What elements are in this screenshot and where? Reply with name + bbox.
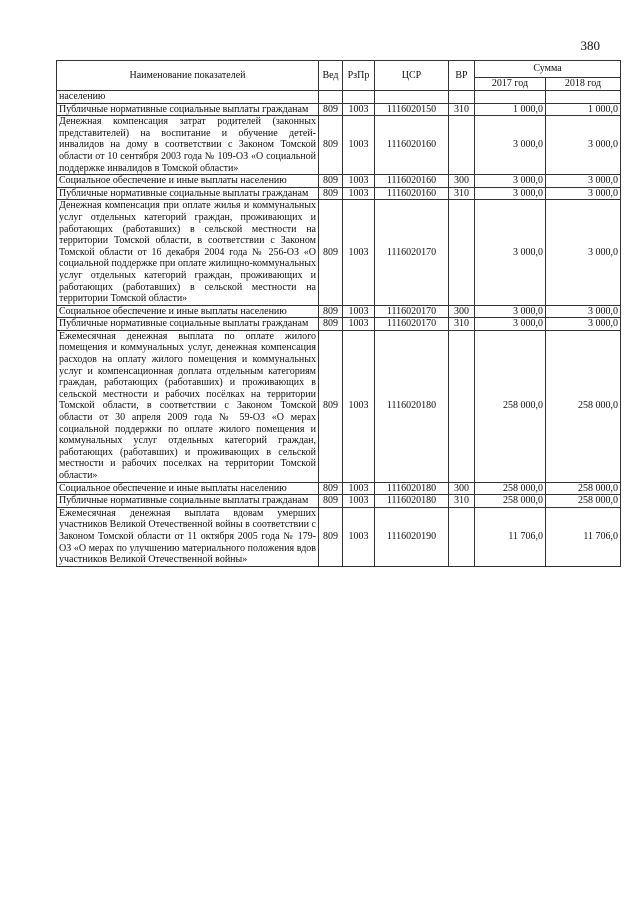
cell-csr: 1116020180 xyxy=(375,482,449,495)
cell-csr: 1116020160 xyxy=(375,175,449,188)
cell-ved: 809 xyxy=(319,200,343,305)
cell-rzpr: 1003 xyxy=(343,187,375,200)
header-vr: ВР xyxy=(449,61,475,91)
header-csr: ЦСР xyxy=(375,61,449,91)
cell-sum-2017: 258 000,0 xyxy=(475,495,546,508)
budget-table xyxy=(56,60,621,567)
cell-ved: 809 xyxy=(319,175,343,188)
table-row xyxy=(57,305,621,318)
cell-name: населению xyxy=(57,91,319,104)
cell-csr: 1116020170 xyxy=(375,305,449,318)
cell-sum-2018: 11 706,0 xyxy=(546,507,621,566)
cell-ved: 809 xyxy=(319,318,343,331)
cell-vr xyxy=(449,116,475,175)
cell-name: Социальное обеспечение и иные выплаты населению xyxy=(57,305,319,318)
cell-ved: 809 xyxy=(319,116,343,175)
cell-name: Денежная компенсация при оплате жилья и коммунальных услуг отдельных категорий граждан, проживающих и работающих (работавших) в сельской местности на территории Томской области, в соответствии с Законом Томской области от 16 декабря 2004 года № 256-ОЗ «О социальной поддержке при оплате жилищно-коммунальных услуг отдельных категорий граждан, проживающих и работающих (работавших) в сельской местности на территории Томской области» xyxy=(57,200,319,305)
cell-sum-2018: 3 000,0 xyxy=(546,116,621,175)
cell-sum-2018: 3 000,0 xyxy=(546,305,621,318)
table-body xyxy=(57,91,621,567)
cell-sum-2018: 258 000,0 xyxy=(546,495,621,508)
cell-name: Публичные нормативные социальные выплаты гражданам xyxy=(57,495,319,508)
cell-sum-2017: 258 000,0 xyxy=(475,330,546,482)
cell-rzpr: 1003 xyxy=(343,305,375,318)
cell-vr: 300 xyxy=(449,305,475,318)
cell-vr: 300 xyxy=(449,482,475,495)
cell-sum-2017: 3 000,0 xyxy=(475,318,546,331)
table-row xyxy=(57,330,621,482)
cell-sum-2018: 258 000,0 xyxy=(546,330,621,482)
table-row xyxy=(57,116,621,175)
cell-sum-2018: 3 000,0 xyxy=(546,200,621,305)
table-row xyxy=(57,507,621,566)
cell-name: Денежная компенсация затрат родителей (законных представителей) на воспитание и обучение детей-инвалидов на дому в соответствии с Законом Томской области от 10 сентября 2003 года № 109-ОЗ «О социальной поддержке инвалидов в Томской области» xyxy=(57,116,319,175)
cell-sum-2018: 1 000,0 xyxy=(546,103,621,116)
cell-name: Ежемесячная денежная выплата вдовам умерших участников Великой Отечественной войны в соответствии с Законом Томской области от 11 октября 2005 года № 179-ОЗ «О мерах по улучшению материального положения вдов участников Великой Отечественной войны» xyxy=(57,507,319,566)
cell-vr xyxy=(449,330,475,482)
cell-rzpr: 1003 xyxy=(343,116,375,175)
table-row xyxy=(57,103,621,116)
cell-vr xyxy=(449,91,475,104)
cell-rzpr: 1003 xyxy=(343,200,375,305)
header-year-2018: 2018 год xyxy=(546,78,621,91)
cell-ved: 809 xyxy=(319,187,343,200)
cell-vr xyxy=(449,507,475,566)
cell-vr xyxy=(449,200,475,305)
table-row xyxy=(57,318,621,331)
cell-sum-2018 xyxy=(546,91,621,104)
cell-sum-2017: 3 000,0 xyxy=(475,200,546,305)
cell-rzpr: 1003 xyxy=(343,103,375,116)
cell-ved: 809 xyxy=(319,495,343,508)
table-row xyxy=(57,482,621,495)
cell-rzpr: 1003 xyxy=(343,495,375,508)
cell-csr: 1116020180 xyxy=(375,495,449,508)
cell-rzpr: 1003 xyxy=(343,175,375,188)
cell-vr: 310 xyxy=(449,318,475,331)
cell-rzpr: 1003 xyxy=(343,330,375,482)
page-number: 380 xyxy=(580,38,600,53)
cell-sum-2017: 1 000,0 xyxy=(475,103,546,116)
cell-ved: 809 xyxy=(319,482,343,495)
cell-rzpr: 1003 xyxy=(343,507,375,566)
cell-csr: 1116020160 xyxy=(375,187,449,200)
cell-sum-2018: 258 000,0 xyxy=(546,482,621,495)
cell-sum-2017: 3 000,0 xyxy=(475,187,546,200)
cell-rzpr xyxy=(343,91,375,104)
cell-name: Социальное обеспечение и иные выплаты населению xyxy=(57,175,319,188)
cell-csr: 1116020170 xyxy=(375,318,449,331)
cell-name: Ежемесячная денежная выплата по оплате жилого помещения и коммунальных услуг, денежная компенсация расходов на оплату жилого помещения и коммунальных услуг и компенсационная доплата отдельным категориям граждан, работающих (работавших) и проживающих в сельской местности и рабочих посёлках на территории Томской области, в соответствии с Законом Томской области от 30 апреля 2009 года № 59-ОЗ «О мерах социальной поддержки по оплате жилого помещения и коммунальных услуг отдельных категорий граждан, работающих (работавших) и проживающих в сельской местности и рабочих поселках на территории Томской области» xyxy=(57,330,319,482)
cell-name: Публичные нормативные социальные выплаты гражданам xyxy=(57,318,319,331)
cell-sum-2018: 3 000,0 xyxy=(546,187,621,200)
cell-rzpr: 1003 xyxy=(343,482,375,495)
cell-vr: 310 xyxy=(449,103,475,116)
header-year-2017: 2017 год xyxy=(475,78,546,91)
cell-ved: 809 xyxy=(319,507,343,566)
table-row xyxy=(57,200,621,305)
cell-name: Социальное обеспечение и иные выплаты населению xyxy=(57,482,319,495)
cell-rzpr: 1003 xyxy=(343,318,375,331)
cell-vr: 310 xyxy=(449,187,475,200)
table-row xyxy=(57,495,621,508)
table-header xyxy=(57,61,621,91)
table-row xyxy=(57,187,621,200)
cell-csr xyxy=(375,91,449,104)
cell-vr: 300 xyxy=(449,175,475,188)
cell-csr: 1116020190 xyxy=(375,507,449,566)
cell-sum-2017 xyxy=(475,91,546,104)
cell-csr: 1116020150 xyxy=(375,103,449,116)
cell-csr: 1116020170 xyxy=(375,200,449,305)
cell-ved: 809 xyxy=(319,305,343,318)
cell-sum-2017: 11 706,0 xyxy=(475,507,546,566)
cell-sum-2018: 3 000,0 xyxy=(546,318,621,331)
cell-ved: 809 xyxy=(319,103,343,116)
table-row xyxy=(57,91,621,104)
cell-csr: 1116020160 xyxy=(375,116,449,175)
cell-sum-2017: 3 000,0 xyxy=(475,116,546,175)
header-name: Наименование показателей xyxy=(57,61,319,91)
cell-vr: 310 xyxy=(449,495,475,508)
cell-sum-2017: 3 000,0 xyxy=(475,175,546,188)
table-row xyxy=(57,175,621,188)
header-rzpr: РзПр xyxy=(343,61,375,91)
cell-ved: 809 xyxy=(319,330,343,482)
header-ved: Вед xyxy=(319,61,343,91)
cell-name: Публичные нормативные социальные выплаты гражданам xyxy=(57,103,319,116)
cell-sum-2017: 3 000,0 xyxy=(475,305,546,318)
cell-sum-2017: 258 000,0 xyxy=(475,482,546,495)
header-sum: Сумма xyxy=(475,61,621,78)
cell-sum-2018: 3 000,0 xyxy=(546,175,621,188)
cell-csr: 1116020180 xyxy=(375,330,449,482)
cell-ved xyxy=(319,91,343,104)
cell-name: Публичные нормативные социальные выплаты гражданам xyxy=(57,187,319,200)
